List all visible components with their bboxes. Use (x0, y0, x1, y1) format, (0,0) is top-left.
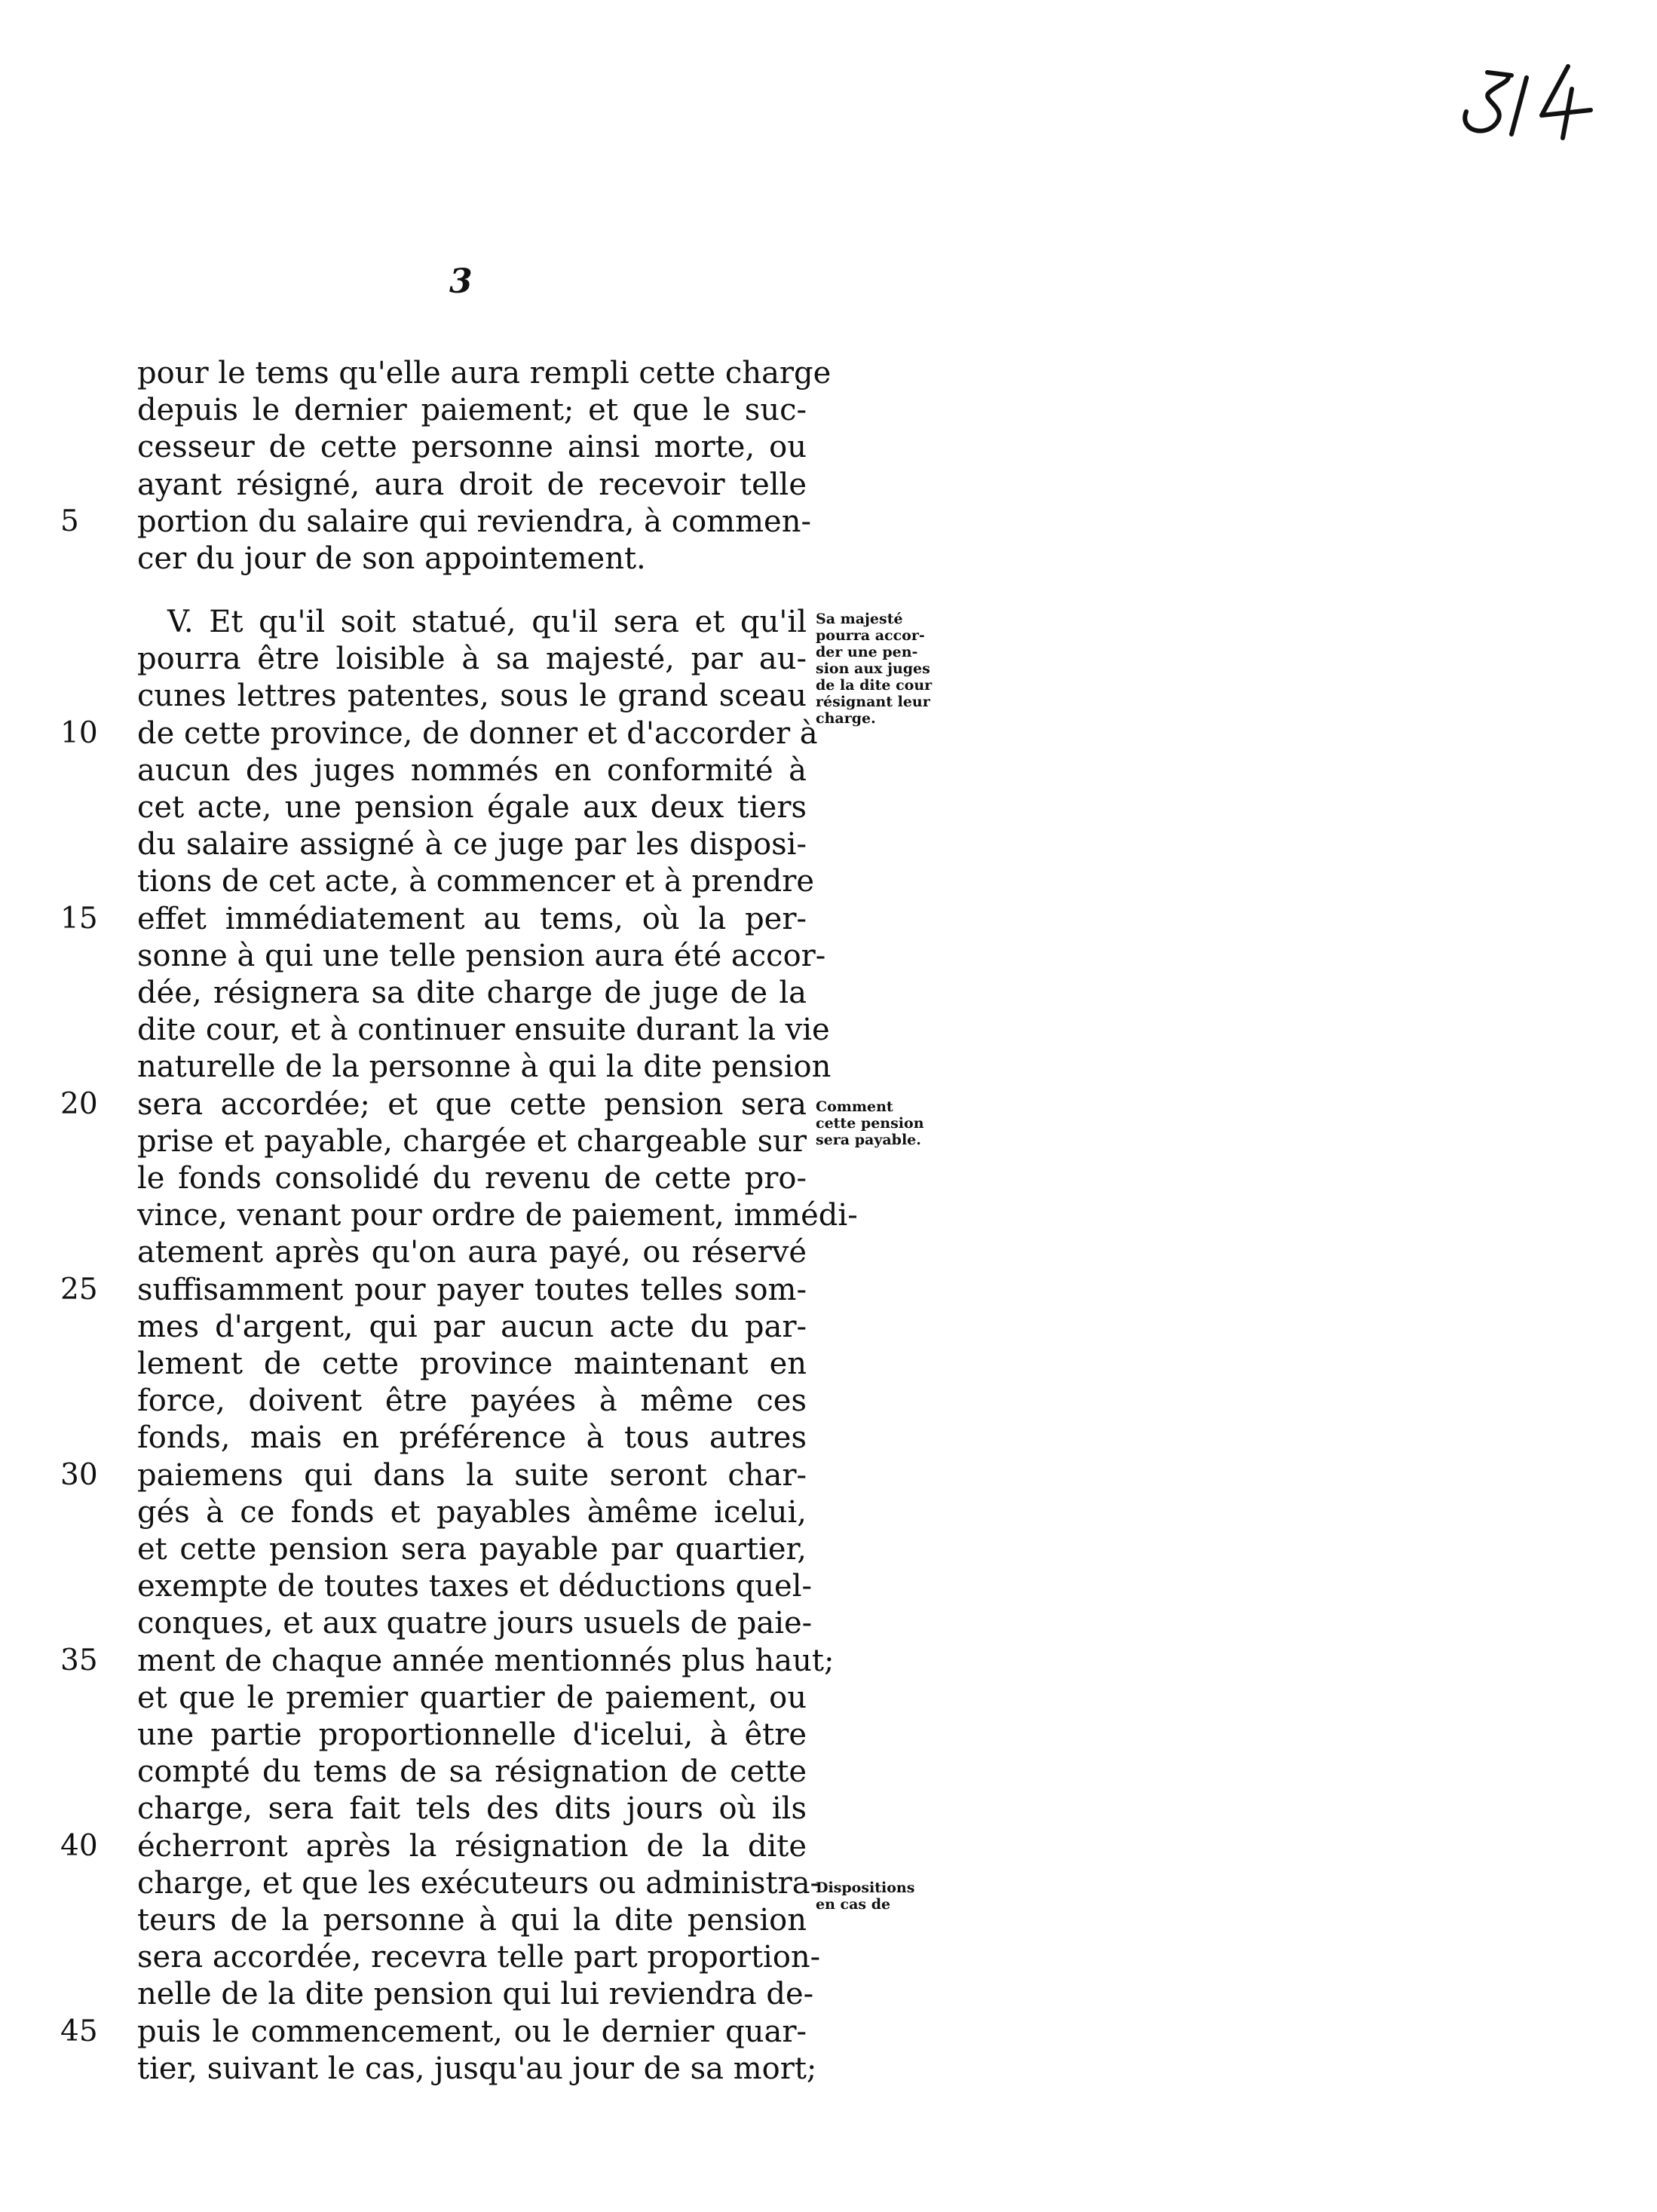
text-line (60, 1864, 821, 1902)
text-line (60, 715, 818, 752)
text-line (60, 640, 814, 678)
line-text: depuis le dernier paiement; et que le suc- (137, 393, 807, 428)
text-line (60, 677, 814, 715)
line-text: dée, résignera sa dite charge de juge de la (137, 976, 807, 1010)
line-text: V. Et qu'il soit statué, qu'il sera et qu'il (167, 605, 807, 639)
text-line (60, 2013, 814, 2051)
text-line (60, 1753, 814, 1791)
text-line (60, 1233, 814, 1271)
text-line (60, 1011, 830, 1049)
line-text: cesseur de cette personne ainsi morte, ou (137, 430, 807, 465)
text-line (60, 900, 814, 938)
text-line (60, 540, 814, 578)
line-text: le fonds consolidé du revenu de cette pro- (137, 1161, 807, 1196)
text-line (60, 354, 832, 392)
margin-note-line: cette pension (816, 1115, 924, 1132)
line-text: une partie proportionnelle d'icelui, à être (137, 1717, 807, 1752)
text-line (60, 1938, 821, 1976)
line-text: charge, sera fait tels des dits jours où ils (137, 1791, 807, 1827)
text-line (60, 1642, 835, 1680)
line-text: tier, suivant le cas, jusqu'au jour de sa mort; (137, 2051, 817, 2086)
margin-note-line: de la dite cour (816, 677, 933, 694)
margin-note-line: charge. (816, 710, 876, 727)
line-text: et cette pension sera payable par quartier, (137, 1532, 807, 1567)
text-line (60, 1530, 814, 1568)
line-number: 45 (60, 2014, 98, 2048)
text-line (60, 503, 814, 541)
line-text: dite cour, et à continuer ensuite durant la vie (137, 1013, 830, 1048)
margin-note-line: en cas de (816, 1896, 891, 1913)
margin-note-line: sion aux juges (816, 660, 930, 677)
text-line (60, 1679, 814, 1717)
margin-note-line: résignant leur (816, 694, 930, 710)
line-text: ayant résigné, aura droit de recevoir telle (137, 467, 807, 502)
page-number: 3 (449, 262, 473, 301)
line-text: gés à ce fonds et payables àmême icelui, (137, 1494, 807, 1530)
text-line (60, 1308, 814, 1346)
line-text: exempte de toutes taxes et déductions quel- (137, 1569, 812, 1604)
line-text: nelle de la dite pension qui lui reviendra de- (137, 1977, 814, 2012)
line-text: conques, et aux quatre jours usuels de paie- (137, 1606, 813, 1641)
text-line (60, 789, 814, 826)
text-line (60, 1271, 814, 1309)
line-text: sonne à qui une telle pension aura été accor- (137, 938, 826, 973)
margin-note-payment (816, 1098, 966, 1148)
line-text: pourra être loisible à sa majesté, par au- (137, 642, 807, 677)
line-text: teurs de la personne à qui la dite pension (137, 1903, 807, 1938)
line-text: force, doivent être payées à même ces (137, 1383, 807, 1419)
text-line (60, 603, 814, 641)
margin-note-pension (816, 611, 966, 727)
margin-note-line: sera payable. (816, 1132, 921, 1148)
line-text: du salaire assigné à ce juge par les disposi- (137, 827, 807, 862)
text-line (60, 937, 826, 975)
line-number: 20 (60, 1086, 98, 1121)
line-number: 25 (60, 1272, 98, 1307)
line-text: mes d'argent, qui par aucun acte du par- (137, 1309, 807, 1344)
margin-note-line: pourra accor- (816, 627, 925, 644)
line-number: 30 (60, 1457, 98, 1492)
margin-note-line: Dispositions (816, 1880, 915, 1896)
line-number: 35 (60, 1643, 98, 1677)
line-text: portion du salaire qui reviendra, à commen- (137, 504, 811, 539)
text-line (60, 2050, 817, 2088)
line-text: suffisamment pour payer toutes telles som- (137, 1272, 807, 1307)
line-text: naturelle de la personne à qui la dite pension (137, 1049, 832, 1085)
text-line (60, 826, 814, 863)
text-line (60, 1457, 814, 1494)
line-text: prise et payable, chargée et chargeable sur (137, 1123, 807, 1159)
line-text: paiemens qui dans la suite seront char- (137, 1457, 807, 1493)
margin-note-dispositions (816, 1880, 966, 1913)
line-text: vince, venant pour ordre de paiement, immédi- (137, 1198, 858, 1233)
line-number: 15 (60, 901, 98, 936)
line-text: charge, et que les exécuteurs ou administra- (137, 1865, 821, 1901)
text-line (60, 974, 814, 1012)
text-line (60, 862, 814, 900)
text-line (60, 1382, 814, 1420)
text-line (60, 1419, 814, 1457)
text-line (60, 466, 814, 504)
line-text: sera accordée; et que cette pension sera (137, 1086, 807, 1122)
line-text: ment de chaque année mentionnés plus haut; (137, 1643, 835, 1678)
text-line (60, 752, 814, 789)
text-line (60, 1604, 814, 1642)
margin-note-line: Sa majesté (816, 611, 903, 627)
text-line (60, 1160, 814, 1197)
text-line (60, 1975, 814, 2013)
text-line (60, 1567, 814, 1605)
line-text: compté du tems de sa résignation de cette (137, 1754, 807, 1790)
line-text: et que le premier quartier de paiement, ou (137, 1680, 807, 1715)
line-number: 40 (60, 1828, 98, 1863)
text-line (60, 1828, 814, 1865)
text-line (60, 1123, 814, 1160)
line-text: cet acte, une pension égale aux deux tiers (137, 790, 807, 825)
text-line (60, 1196, 858, 1234)
line-text: cer du jour de son appointement. (137, 541, 646, 576)
line-number: 5 (60, 504, 79, 538)
line-text: cunes lettres patentes, sous le grand sceau (137, 679, 807, 714)
line-text: pour le tems qu'elle aura rempli cette charge (137, 356, 832, 391)
text-line (60, 1790, 814, 1828)
line-text: puis le commencement, ou le dernier quar- (137, 2014, 807, 2049)
line-text: écherront après la résignation de la dite (137, 1828, 807, 1864)
text-line (60, 1901, 814, 1939)
margin-note-line: der une pen- (816, 644, 918, 660)
text-line (60, 391, 814, 429)
margin-note-line: Comment (816, 1098, 893, 1115)
text-line (60, 428, 814, 466)
line-text: fonds, mais en préférence à tous autres (137, 1420, 807, 1456)
text-line (60, 1716, 814, 1754)
text-line (60, 1345, 814, 1383)
line-number: 10 (60, 715, 98, 750)
line-text: lement de cette province maintenant en (137, 1347, 807, 1381)
line-text: effet immédiatement au tems, où la per- (137, 901, 807, 936)
text-line (60, 1494, 814, 1531)
line-text: atement après qu'on aura payé, ou réservé (137, 1235, 807, 1270)
text-line (60, 1048, 832, 1086)
line-text: de cette province, de donner et d'accorder à (137, 715, 818, 751)
line-text: aucun des juges nommés en conformité à (137, 752, 807, 788)
line-text: tions de cet acte, à commencer et à prendre (137, 864, 815, 899)
text-line (60, 1086, 814, 1123)
line-text: sera accordée, recevra telle part proportion- (137, 1940, 821, 1975)
handwritten-folio-number (1451, 59, 1610, 142)
